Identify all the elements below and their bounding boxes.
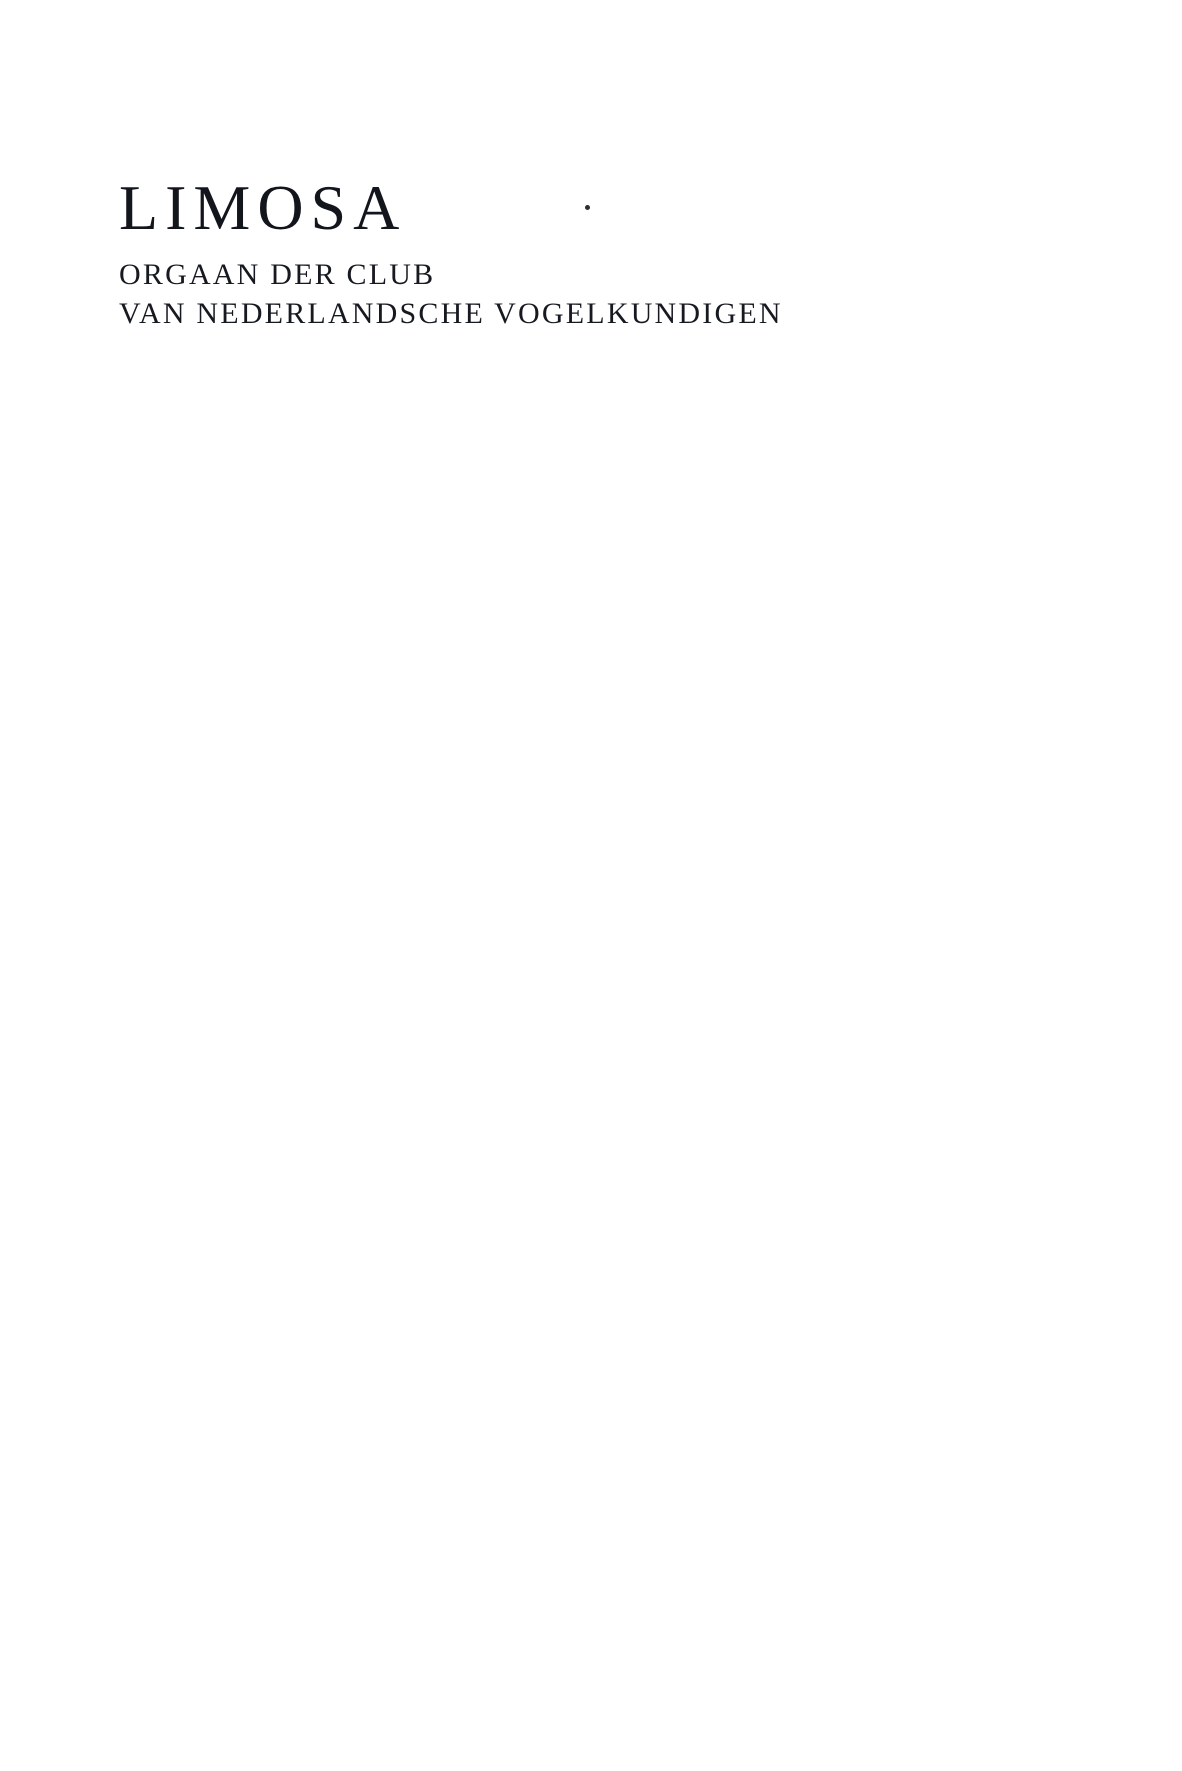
- masthead: [119, 172, 1019, 333]
- subtitle-line-2: VAN NEDERLANDSCHE VOGELKUNDIGEN: [119, 296, 783, 330]
- journal-title: LIMOSA: [119, 172, 407, 243]
- ink-dot-mark: [585, 205, 590, 210]
- subtitle-line-1: ORGAAN DER CLUB: [119, 258, 436, 292]
- subtitle-block: [119, 256, 1019, 333]
